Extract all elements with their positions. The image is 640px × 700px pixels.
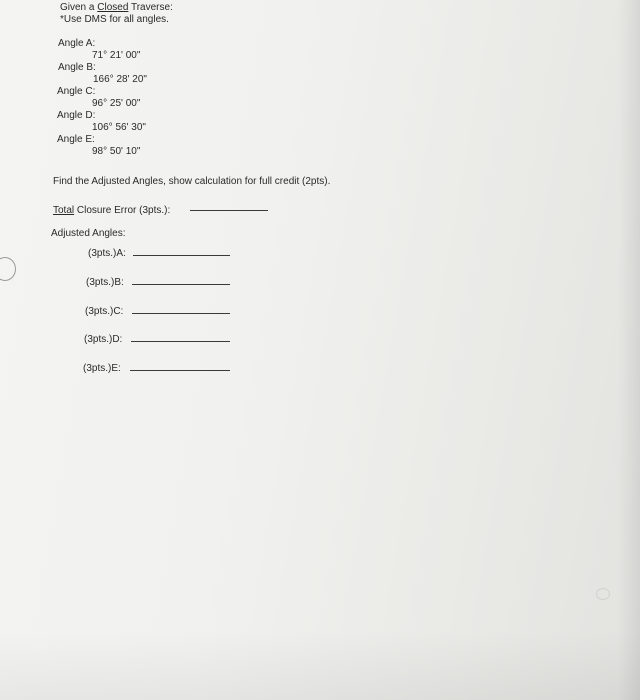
angle-a-label: Angle A: [58,38,96,49]
angle-d-value: 106° 56' 30" [92,122,146,133]
page-shadow-right [618,0,640,700]
closure-error-answer-line [190,210,268,211]
adjusted-e-label: (3pts.)E: [83,363,121,374]
angle-b-value: 166° 28' 20" [93,74,147,85]
angle-e-label: Angle E: [57,134,95,145]
adjusted-e-answer-line [130,370,230,371]
header-prefix: Given a [60,2,98,13]
adjusted-b-label: (3pts.)B: [86,277,124,288]
angle-b-label: Angle B: [58,62,96,73]
adjusted-b-answer-line [132,284,230,285]
angle-a-value: 71° 21' 00" [92,50,141,61]
header-line-2: *Use DMS for all angles. [60,14,169,25]
closure-rest: Closure Error (3pts.): [74,205,171,216]
angle-d-label: Angle D: [57,110,96,121]
header-suffix: Traverse: [128,2,173,13]
header-closed: Closed [97,2,129,13]
angle-e-value: 98° 50' 10" [92,146,141,157]
adjusted-d-answer-line [131,341,230,342]
adjusted-d-label: (3pts.)D: [84,334,123,345]
paper-mark [596,588,610,600]
header-line-1 [60,2,173,14]
adjusted-heading: Adjusted Angles: [51,228,126,239]
adjusted-a-answer-line [133,255,230,256]
adjusted-c-label: (3pts.)C: [85,306,124,317]
adjusted-a-label: (3pts.)A: [88,248,126,259]
angle-c-label: Angle C: [57,86,96,97]
closure-total: Total [53,205,75,216]
angle-c-value: 96° 25' 00" [92,98,141,109]
closure-error-label [53,205,170,217]
binder-hole [0,257,16,281]
page-shadow-bottom [0,630,640,700]
adjusted-c-answer-line [132,313,230,314]
instruction-text: Find the Adjusted Angles, show calculation for full credit (2pts). [53,176,331,187]
